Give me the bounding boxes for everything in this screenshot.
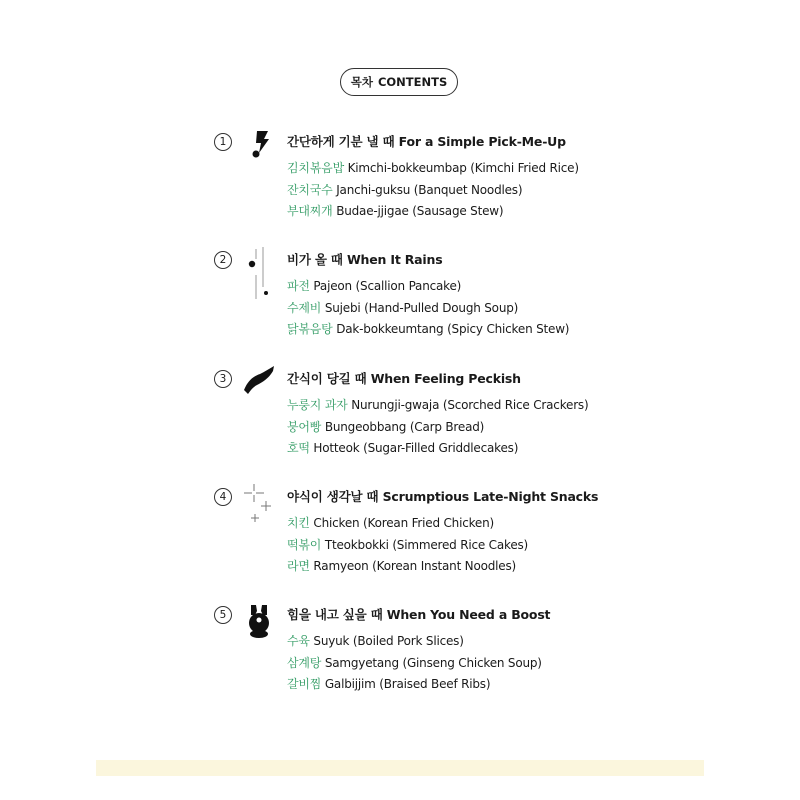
recipe-item[interactable]	[287, 556, 528, 578]
recipe-name-en: Hotteok (Sugar-Filled Griddlecakes)	[313, 441, 519, 455]
recipe-item[interactable]	[287, 201, 579, 223]
contents-title-ko: 목차	[350, 75, 373, 89]
recipe-name-en: Samgyetang (Ginseng Chicken Soup)	[324, 655, 542, 670]
section-title-ko: 간단하게 기분 낼 때	[287, 134, 395, 149]
recipe-name-ko: 누룽지 과자	[287, 398, 348, 412]
recipe-name-ko: 떡볶이	[287, 537, 322, 552]
recipe-list	[287, 276, 569, 341]
recipe-name-en: Pajeon (Scallion Pancake)	[313, 279, 462, 293]
recipe-item[interactable]	[287, 298, 569, 320]
section-number: 4	[214, 488, 232, 506]
recipe-item[interactable]	[287, 395, 588, 417]
section-number: 3	[214, 370, 232, 388]
sparkle-icon	[244, 484, 274, 536]
recipe-name-ko: 닭볶음탕	[287, 322, 333, 336]
recipe-name-en: Kimchi-bokkeumbap (Kimchi Fried Rice)	[347, 161, 579, 175]
recipe-name-ko: 붕어빵	[287, 419, 322, 434]
strength-icon	[244, 602, 274, 654]
recipe-list	[287, 631, 542, 696]
recipe-name-ko: 삼계탕	[287, 655, 322, 670]
recipe-item[interactable]	[287, 653, 542, 675]
recipe-name-ko: 김치볶음밥	[287, 161, 344, 175]
section-title-ko: 힘을 내고 싶을 때	[287, 607, 383, 622]
recipe-item[interactable]	[287, 438, 588, 460]
section-title-en: When You Need a Boost	[386, 607, 551, 622]
recipe-item[interactable]	[287, 631, 542, 653]
section-3	[210, 370, 630, 480]
recipe-name-ko: 파전	[287, 279, 310, 293]
section-number: 5	[214, 606, 232, 624]
rain-icon	[244, 247, 274, 299]
section-title-en: For a Simple Pick-Me-Up	[398, 134, 566, 149]
section-heading[interactable]	[287, 606, 550, 624]
section-title-ko: 야식이 생각날 때	[287, 489, 379, 504]
contents-title	[340, 68, 458, 96]
recipe-name-en: Sujebi (Hand-Pulled Dough Soup)	[324, 300, 519, 315]
recipe-list	[287, 513, 528, 578]
section-2	[210, 251, 630, 361]
recipe-name-en: Janchi-guksu (Banquet Noodles)	[336, 182, 523, 197]
recipe-name-en: Dak-bokkeumtang (Spicy Chicken Stew)	[336, 322, 570, 336]
recipe-name-en: Tteokbokki (Simmered Rice Cakes)	[324, 537, 529, 552]
section-heading[interactable]	[287, 251, 442, 269]
section-heading[interactable]	[287, 370, 521, 388]
recipe-item[interactable]	[287, 319, 569, 341]
recipe-item[interactable]	[287, 535, 528, 557]
recipe-name-en: Chicken (Korean Fried Chicken)	[313, 516, 495, 530]
recipe-list	[287, 158, 579, 223]
section-title-ko: 간식이 당길 때	[287, 371, 367, 386]
recipe-name-en: Ramyeon (Korean Instant Noodles)	[313, 559, 517, 573]
recipe-name-ko: 부대찌개	[287, 204, 333, 218]
recipe-name-ko: 라면	[287, 559, 310, 573]
footer-bar	[96, 760, 704, 776]
recipe-item[interactable]	[287, 180, 579, 202]
recipe-name-en: Bungeobbang (Carp Bread)	[324, 419, 485, 434]
recipe-list	[287, 395, 588, 460]
recipe-item[interactable]	[287, 513, 528, 535]
contents-title-en: CONTENTS	[377, 75, 448, 89]
recipe-name-ko: 갈비찜	[287, 677, 322, 691]
section-4	[210, 488, 630, 598]
recipe-name-en: Budae-jjigae (Sausage Stew)	[336, 204, 504, 218]
recipe-item[interactable]	[287, 674, 542, 696]
recipe-name-ko: 수제비	[287, 300, 322, 315]
section-title-ko: 비가 올 때	[287, 252, 343, 267]
recipe-item[interactable]	[287, 276, 569, 298]
section-number: 1	[214, 133, 232, 151]
recipe-item[interactable]	[287, 417, 588, 439]
recipe-item[interactable]	[287, 158, 579, 180]
section-1	[210, 133, 630, 243]
section-title-en: Scrumptious Late-Night Snacks	[382, 489, 599, 504]
section-5	[210, 606, 630, 716]
wave-icon	[244, 366, 274, 418]
section-heading[interactable]	[287, 488, 598, 506]
recipe-name-en: Galbijjim (Braised Beef Ribs)	[324, 677, 491, 691]
recipe-name-en: Nurungji-gwaja (Scorched Rice Crackers)	[351, 398, 589, 412]
section-number: 2	[214, 251, 232, 269]
section-title-en: When Feeling Peckish	[370, 371, 521, 386]
bolt-icon	[244, 129, 274, 181]
recipe-name-ko: 치킨	[287, 516, 310, 530]
section-heading[interactable]	[287, 133, 566, 151]
recipe-name-en: Suyuk (Boiled Pork Slices)	[313, 634, 464, 648]
recipe-name-ko: 호떡	[287, 441, 310, 455]
section-title-en: When It Rains	[346, 252, 443, 267]
recipe-name-ko: 잔치국수	[287, 182, 333, 197]
recipe-name-ko: 수육	[287, 634, 310, 648]
